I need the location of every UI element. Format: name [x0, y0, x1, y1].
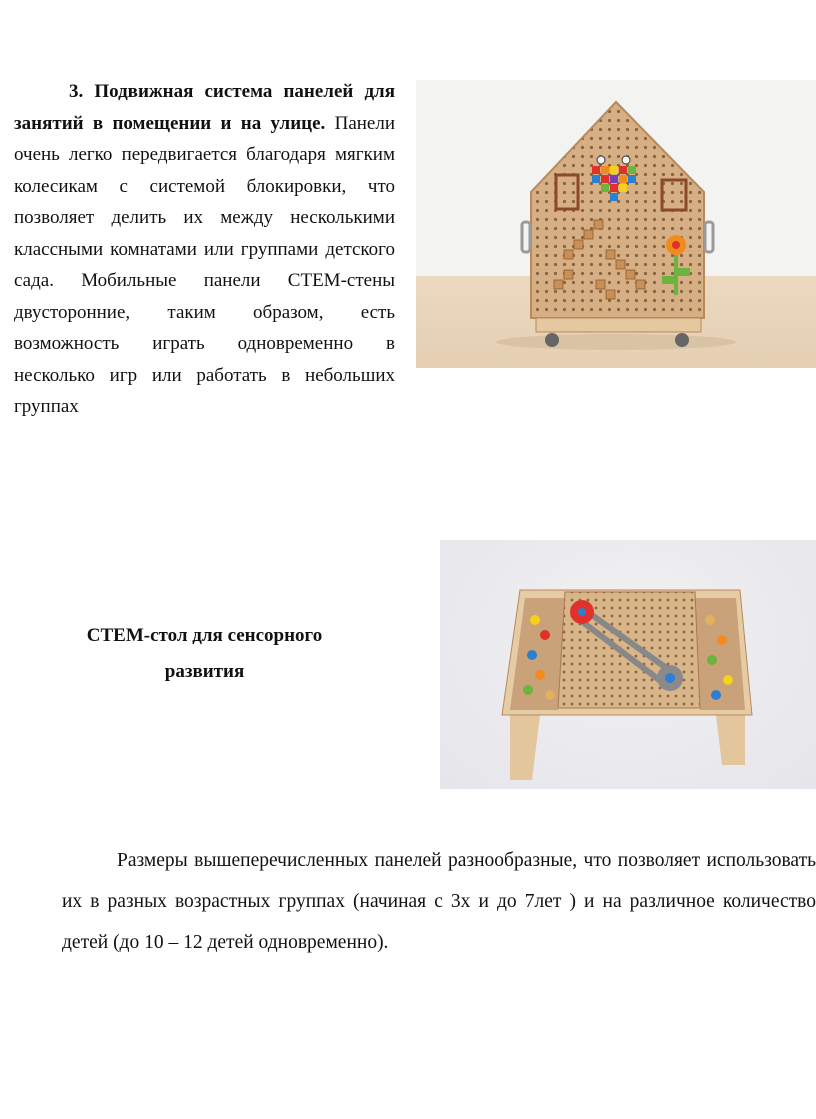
paragraph-body: Панели очень легко передвигается благодаря мягким колесикам с системой блокировки, что позволяет делить их между несколькими классными комнатами или группами детского сада. Мобильные панели СТЕМ-стены двусторонние, таким образом, есть возможность играть одновременно в несколько игр или работать в небольших группах [14, 112, 396, 417]
section-heading: 3. Подвижная система панелей для занятий в помещении и на улице. [14, 81, 395, 134]
caption-line-2: развития [164, 661, 245, 682]
photo-house-panel [416, 80, 816, 368]
house-panel-illustration [416, 80, 816, 368]
photo-stem-table [440, 540, 816, 789]
paragraph-sizes [62, 840, 816, 963]
paragraph-mobile-panels [14, 76, 395, 423]
caption-line-1: СТЕМ-стол для сенсорного [86, 625, 323, 646]
paragraph-body: Размеры вышеперечисленных панелей разнообразные, что позволяет использовать их в разных возрастных группах (начиная с 3х и до 7лет ) и на различное количество детей (до 10 – 12 детей одновременно). [62, 850, 816, 953]
stem-table-illustration [440, 540, 816, 789]
table-caption [14, 618, 395, 690]
